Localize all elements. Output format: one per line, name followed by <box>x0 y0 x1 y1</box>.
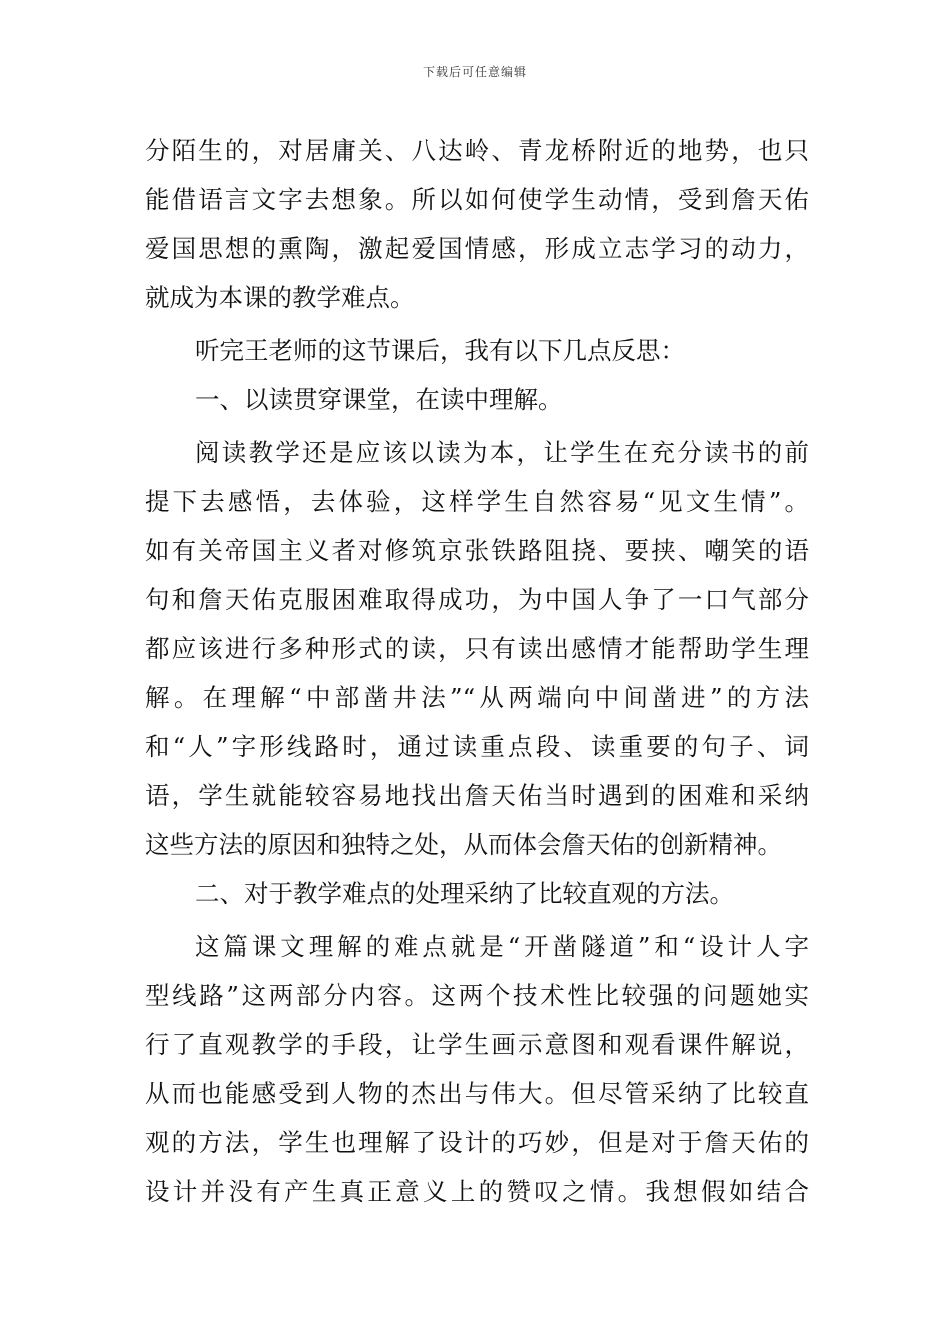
paragraph-line: 和“人”字形线路时，通过读重点段、读重要的句子、词 <box>145 732 809 761</box>
paragraph-line: 语，学生就能较容易地找出詹天佑当时遇到的困难和采纳 <box>145 781 809 810</box>
paragraph-difficulty-intro <box>145 126 809 322</box>
paragraph-reading-teaching <box>145 428 809 869</box>
paragraph-line: 提下去感悟，去体验，这样学生自然容易“见文生情”。 <box>145 487 809 516</box>
section-heading-two <box>145 869 809 918</box>
paragraph-intuitive-method <box>145 922 809 1216</box>
paragraph-line: 二、对于教学难点的处理采纳了比较直观的方法。 <box>195 879 734 908</box>
paragraph-line: 解。在理解“中部凿井法”“从两端向中间凿进”的方法 <box>145 683 809 712</box>
paragraph-reflection-intro <box>145 326 809 375</box>
paragraph-line: 这些方法的原因和独特之处，从而体会詹天佑的创新精神。 <box>145 830 782 859</box>
paragraph-line: 从而也能感受到人物的杰出与伟大。但尽管采纳了比较直 <box>145 1079 809 1108</box>
paragraph-line: 爱国思想的熏陶，激起爱国情感，形成立志学习的动力， <box>145 234 809 263</box>
document-body <box>145 126 809 1216</box>
paragraph-line: 都应该进行多种形式的读，只有读出感情才能帮助学生理 <box>145 634 809 663</box>
paragraph-line: 就成为本课的教学难点。 <box>145 283 415 312</box>
section-heading-one <box>145 375 809 424</box>
paragraph-line: 这篇课文理解的难点就是“开凿隧道”和“设计人字 <box>195 932 809 961</box>
paragraph-line: 一、以读贯穿课堂，在读中理解。 <box>195 385 563 414</box>
paragraph-line: 型线路”这两部分内容。这两个技术性比较强的问题她实 <box>145 981 809 1010</box>
paragraph-line: 设计并没有产生真正意义上的赞叹之情。我想假如结合 <box>145 1177 809 1206</box>
paragraph-line: 分陌生的，对居庸关、八达岭、青龙桥附近的地势，也只 <box>145 136 809 165</box>
paragraph-line: 能借语言文字去想象。所以如何使学生动情，受到詹天佑 <box>145 185 809 214</box>
paragraph-line: 观的方法，学生也理解了设计的巧妙，但是对于詹天佑的 <box>145 1128 809 1157</box>
paragraph-line: 行了直观教学的手段，让学生画示意图和观看课件解说， <box>145 1030 809 1059</box>
page-header: 下载后可任意编辑 <box>422 65 527 79</box>
paragraph-line: 句和詹天佑克服困难取得成功，为中国人争了一口气部分 <box>145 585 809 614</box>
paragraph-line: 听完王老师的这节课后，我有以下几点反思： <box>195 336 685 365</box>
paragraph-line: 如有关帝国主义者对修筑京张铁路阻挠、要挟、嘲笑的语 <box>145 536 809 565</box>
paragraph-line: 阅读教学还是应该以读为本，让学生在充分读书的前 <box>195 438 809 467</box>
